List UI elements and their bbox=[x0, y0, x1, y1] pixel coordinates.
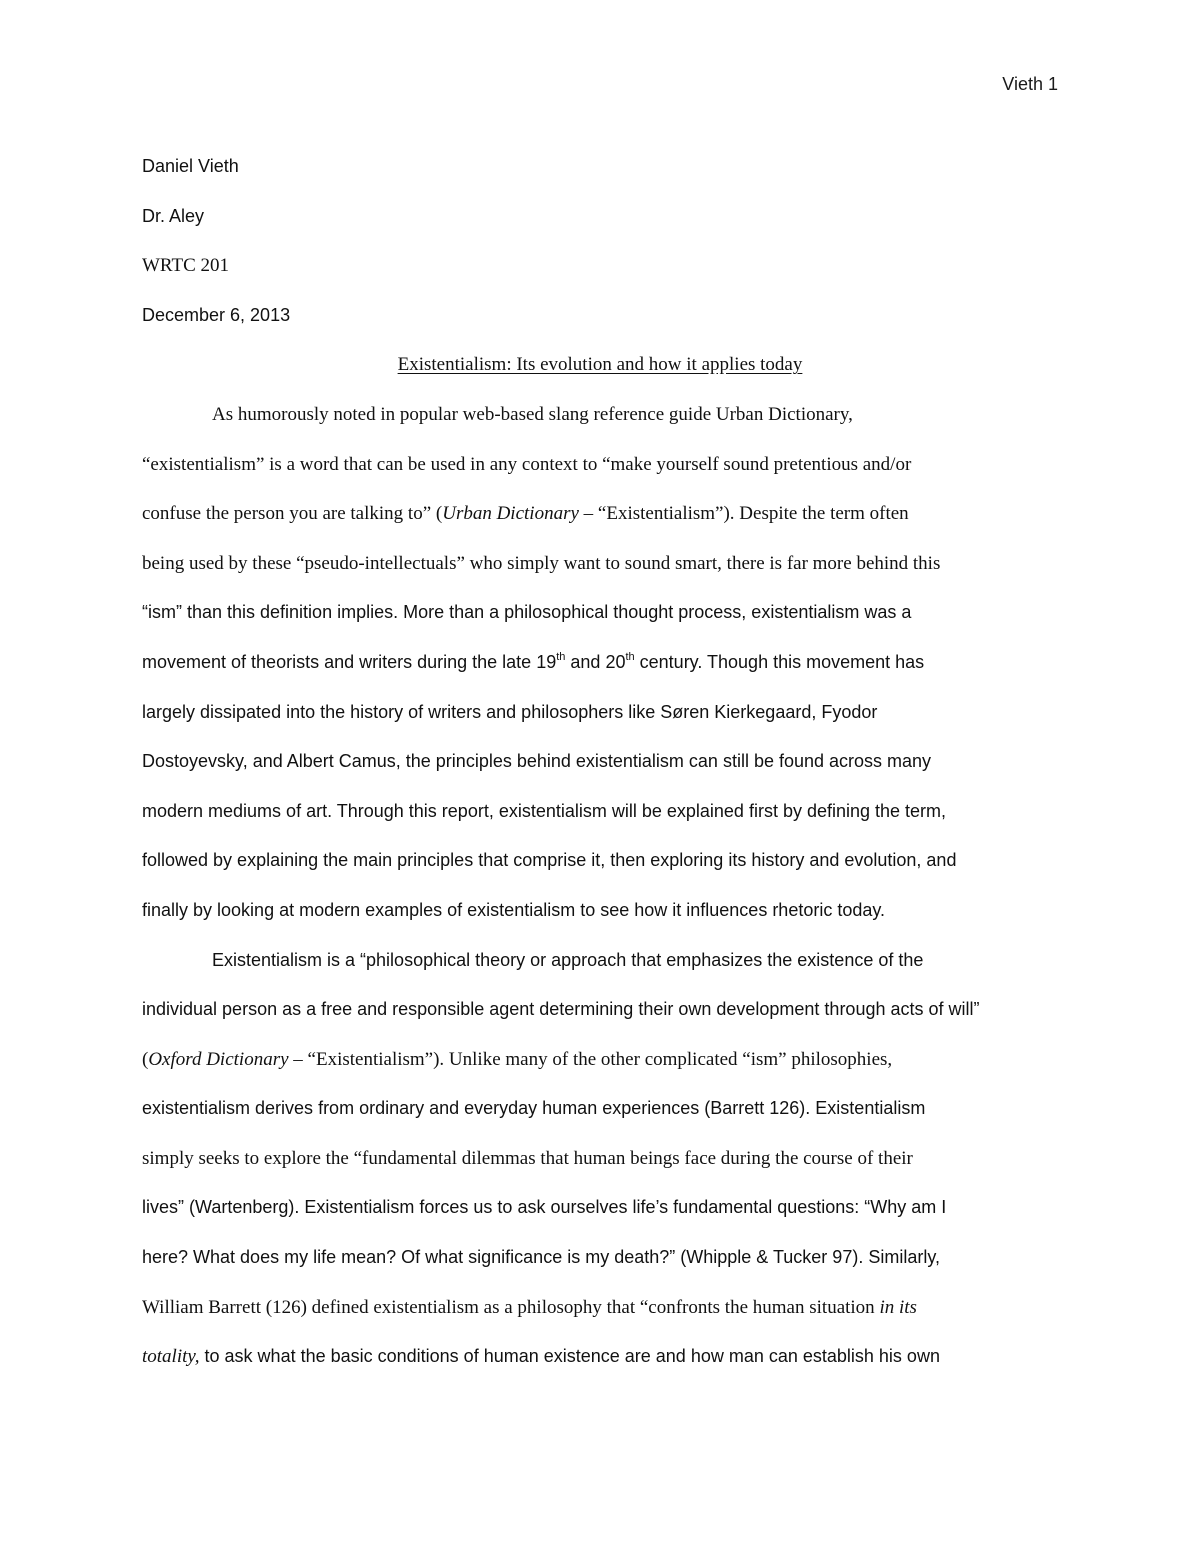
paragraph-line: Dostoyevsky, and Albert Camus, the principles behind existentialism can still be found across many bbox=[142, 751, 932, 772]
paragraph-line bbox=[142, 1332, 1058, 1382]
paragraph-line: Existentialism is a “philosophical theory or approach that emphasizes the existence of the bbox=[212, 949, 924, 970]
paragraph-line: modern mediums of art. Through this report, existentialism will be explained first by defining the term, bbox=[142, 800, 947, 821]
paragraph-line: followed by explaining the main principles that comprise it, then exploring its history and evolution, and bbox=[142, 850, 957, 871]
instructor-name: Dr. Aley bbox=[142, 205, 205, 226]
document-title: Existentialism: Its evolution and how it applies today bbox=[397, 354, 803, 376]
italic-emphasis: in its bbox=[879, 1296, 917, 1318]
text-run: William Barrett (126) defined existentialism as a philosophy that “confronts the human situation bbox=[142, 1296, 880, 1318]
paragraph-line: As humorously noted in popular web-based slang reference guide Urban Dictionary, bbox=[212, 403, 853, 425]
paragraph-line: finally by looking at modern examples of existentialism to see how it influences rhetoric today. bbox=[142, 899, 886, 920]
document-body bbox=[142, 142, 1058, 1382]
paragraph-line: “existentialism” is a word that can be used in any context to “make yourself sound pretentious and/or bbox=[142, 453, 912, 475]
superscript: th bbox=[625, 650, 635, 663]
paragraph-line: simply seeks to explore the “fundamental dilemmas that human beings face during the course of their bbox=[142, 1147, 913, 1169]
paragraph-line: here? What does my life mean? Of what significance is my death?” (Whipple & Tucker 97). Similarly, bbox=[142, 1247, 940, 1268]
paragraph-line: largely dissipated into the history of writers and philosophers like Søren Kierkegaard, Fyodor bbox=[142, 701, 878, 722]
paragraph-line bbox=[142, 489, 1058, 539]
paragraph-1 bbox=[142, 390, 1058, 936]
paragraph-line bbox=[142, 1283, 1058, 1333]
text-run: – “Existentialism”). Unlike many of the other complicated “ism” philosophies, bbox=[288, 1048, 893, 1070]
document-date: December 6, 2013 bbox=[142, 304, 291, 325]
paragraph-line bbox=[142, 638, 1058, 688]
text-run: to ask what the basic conditions of human existence are and how man can establish his own bbox=[199, 1346, 940, 1367]
paragraph-line: “ism” than this definition implies. More than a philosophical thought process, existentialism was a bbox=[142, 602, 912, 623]
paragraph-line: existentialism derives from ordinary and everyday human experiences (Barrett 126). Existentialism bbox=[142, 1098, 926, 1119]
text-run: movement of theorists and writers during the late 19 bbox=[142, 651, 557, 672]
text-run: confuse the person you are talking to” ( bbox=[142, 503, 443, 525]
page-running-head: Vieth 1 bbox=[1002, 74, 1058, 94]
paragraph-line: individual person as a free and responsible agent determining their own development through acts of will” bbox=[142, 999, 980, 1020]
text-run: ( bbox=[142, 1048, 149, 1070]
text-run: and 20 bbox=[565, 651, 626, 672]
course-name: WRTC 201 bbox=[142, 255, 229, 277]
paragraph-2 bbox=[142, 936, 1058, 1382]
italic-citation: Oxford Dictionary bbox=[148, 1048, 289, 1070]
superscript: th bbox=[556, 650, 566, 663]
paragraph-line: being used by these “pseudo-intellectuals” who simply want to sound smart, there is far more behind this bbox=[142, 552, 941, 574]
text-run: century. Though this movement has bbox=[634, 651, 925, 672]
paragraph-line: lives” (Wartenberg). Existentialism forces us to ask ourselves life’s fundamental questions: “Why am I bbox=[142, 1197, 947, 1218]
italic-citation: Urban Dictionary bbox=[442, 503, 579, 525]
author-name: Daniel Vieth bbox=[142, 156, 239, 176]
italic-emphasis: totality, bbox=[142, 1346, 200, 1368]
text-run: – “Existentialism”). Despite the term often bbox=[578, 503, 909, 525]
paragraph-line bbox=[142, 1035, 1058, 1085]
